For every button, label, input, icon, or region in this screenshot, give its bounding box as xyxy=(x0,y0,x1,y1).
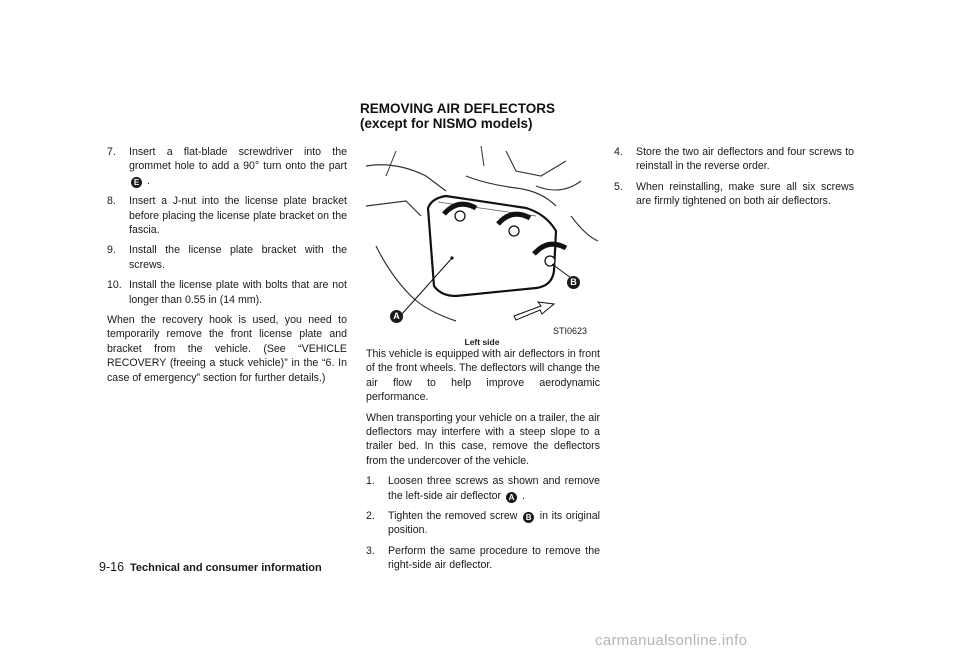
step-number: 4. xyxy=(614,146,623,158)
step-text: Store the two air deflectors and four screws to reinstall in the reverse order. xyxy=(636,146,854,173)
recovery-paragraph: When the recovery hook is used, you need to temporarily remove the front license plate and bracket from the vehicle. (See “VEHICLE RECOVERY (freeing a stuck vehicle)” in the “6. In case of emergency” section for further details.) xyxy=(107,314,347,384)
step-text-end: in its original position. xyxy=(388,510,600,537)
marker-b-icon: B xyxy=(523,512,534,523)
step-text: When reinstalling, make sure all six screws are firmly tightened on both air deflectors. xyxy=(636,180,854,208)
list-item xyxy=(107,278,347,307)
list-item xyxy=(366,474,600,503)
step-text: Install the license plate bracket with the screws. xyxy=(129,244,347,271)
step-number: 8. xyxy=(107,195,116,208)
step-text: Insert a J-nut into the license plate bracket before placing the license plate bracket on the fascia. xyxy=(129,195,347,237)
section-title: Technical and consumer information xyxy=(130,562,322,574)
list-item xyxy=(614,180,854,209)
list-item xyxy=(614,145,854,174)
air-deflector-illustration xyxy=(366,146,598,344)
list-item xyxy=(107,145,347,188)
right-column xyxy=(614,145,854,215)
step-number: 9. xyxy=(107,244,116,257)
intro-paragraph: This vehicle is equipped with air deflectors in front of the front wheels. The deflectors will change the air flow to help improve aerodynamic performance. xyxy=(366,348,600,404)
callout-a-icon: A xyxy=(390,310,403,323)
step-number: 3. xyxy=(366,544,375,557)
figure-caption: Left side xyxy=(464,337,500,347)
list-item xyxy=(366,509,600,538)
watermark-text: carmanualsonline.info xyxy=(595,632,748,649)
heading-line-1: REMOVING AIR DEFLECTORS xyxy=(360,101,556,116)
heading-line-2: (except for NISMO models) xyxy=(360,116,533,131)
step-text-end: . xyxy=(146,174,150,187)
step-text: Insert a flat-blade screwdriver into the grommet hole to add a 90° turn onto the part xyxy=(129,146,347,173)
marker-a-icon: A xyxy=(506,492,517,503)
step-text-end: . xyxy=(521,489,525,502)
middle-column xyxy=(366,347,600,579)
callout-b-icon: B xyxy=(567,276,580,289)
step-number: 2. xyxy=(366,510,375,523)
list-item xyxy=(107,194,347,237)
step-number: 1. xyxy=(366,475,375,488)
step-number: 10. xyxy=(107,279,122,292)
transport-paragraph: When transporting your vehicle on a trailer, the air deflectors may interfere with a steep slope to a trailer bed. In this case, remove the deflectors from the undercover of the vehicle. xyxy=(366,411,600,467)
figure-code: STI0623 xyxy=(553,326,588,336)
page-number: 9-16 xyxy=(99,560,125,574)
step-text: Perform the same procedure to remove the right-side air deflector. xyxy=(388,544,600,572)
step-text: Loosen three screws as shown and remove the left-side air deflector xyxy=(388,475,600,502)
step-text: Install the license plate with bolts that are not longer than 0.55 in (14 mm). xyxy=(129,279,347,306)
step-number: 7. xyxy=(107,146,116,158)
marker-e-icon: E xyxy=(131,177,142,188)
list-item xyxy=(366,544,600,573)
left-column xyxy=(107,145,347,391)
page-footer xyxy=(99,561,322,575)
list-item xyxy=(107,243,347,272)
step-number: 5. xyxy=(614,180,623,193)
section-heading xyxy=(360,101,555,131)
step-text: Tighten the removed screw xyxy=(388,510,518,523)
